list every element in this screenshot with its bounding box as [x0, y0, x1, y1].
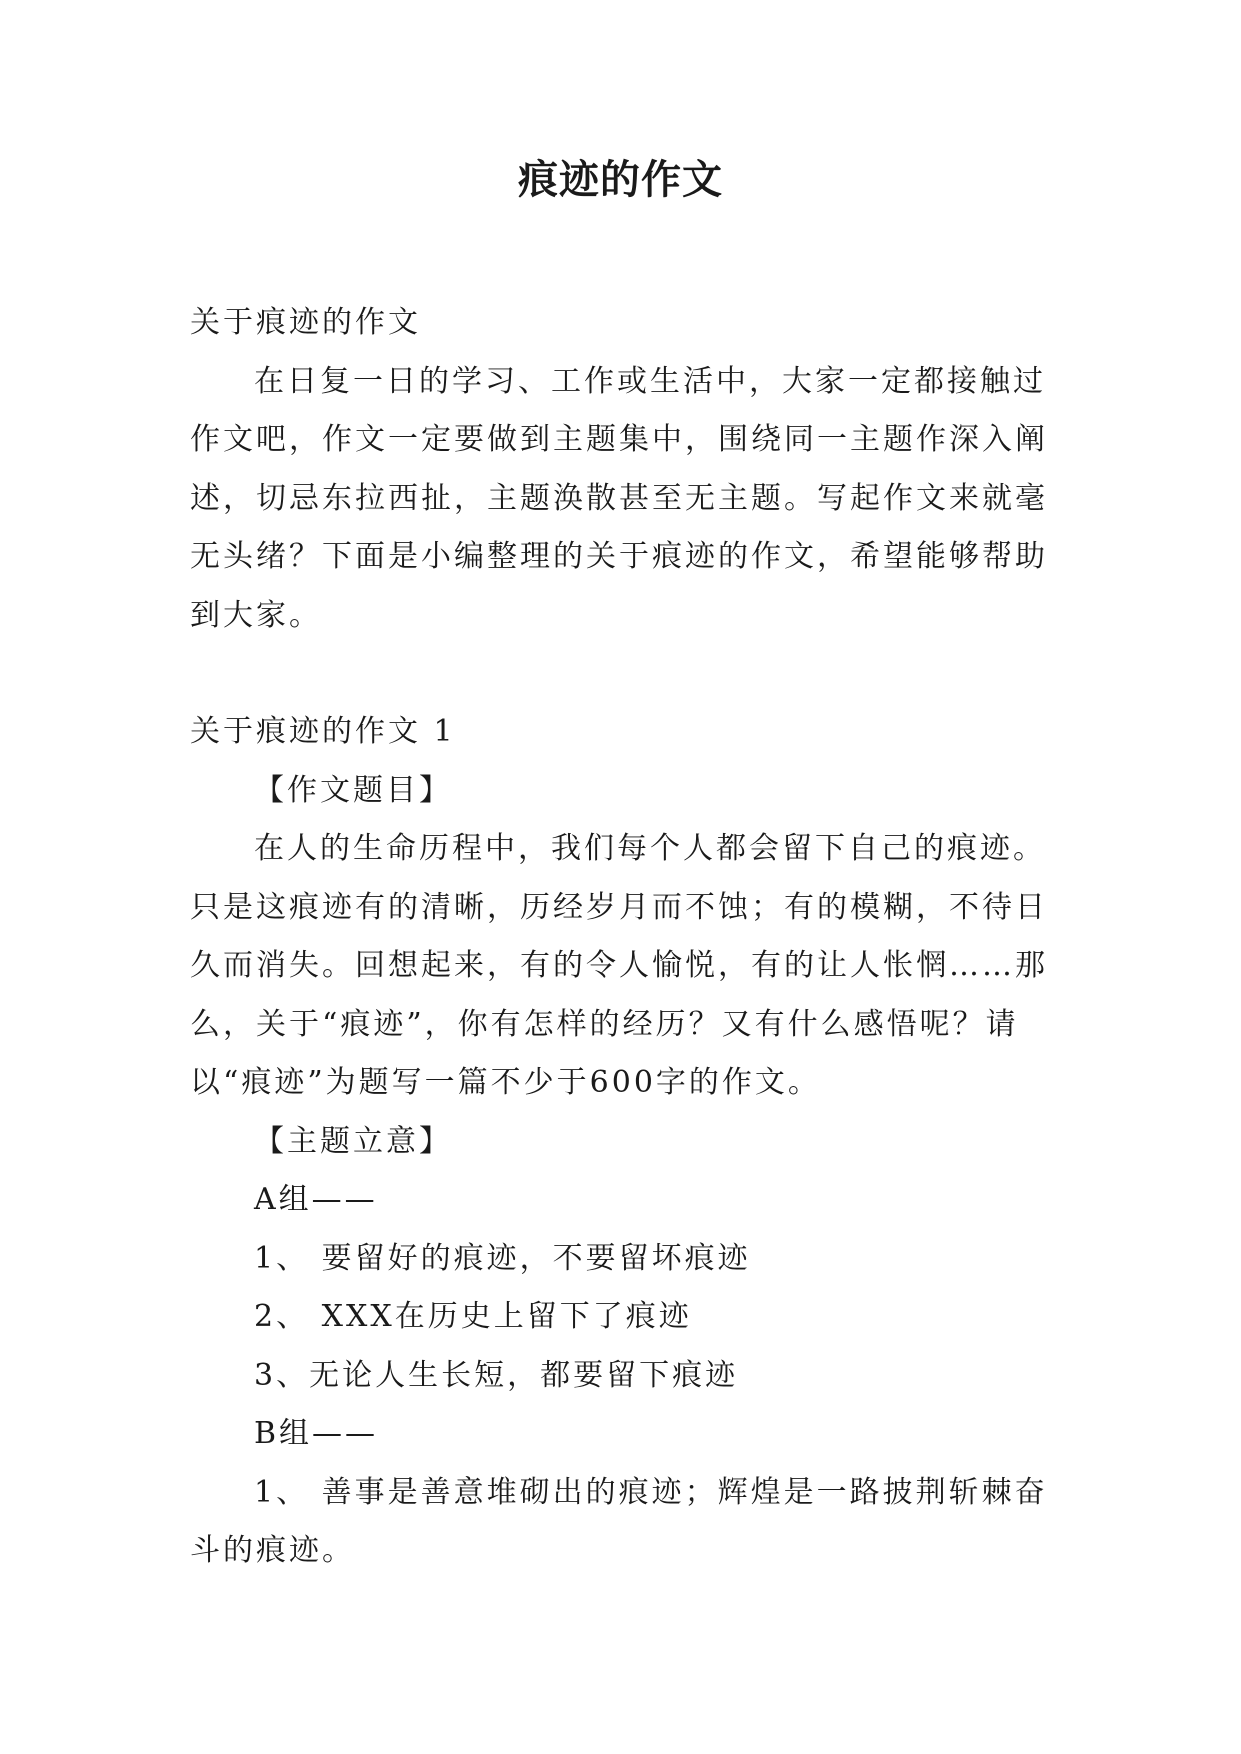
document-body — [190, 294, 1054, 1581]
section-spacer — [190, 645, 1054, 703]
topic-label: 【作文题目】 — [254, 772, 452, 808]
group-a-item: 3、无论人生长短，都要留下痕迹 — [254, 1357, 739, 1393]
section-heading: 关于痕迹的作文 1 — [190, 714, 456, 749]
topic-paragraph: 在人的生命历程中，我们每个人都会留下自己的痕迹。只是这痕迹有的清晰，历经岁月而不蚀；有的模糊，不待日久而消失。回想起来，有的令人愉悦，有的让人怅惘……那么，关于“痕迹”，你有怎样的经历？又有什么感悟呢？请以“痕迹”为题写一篇不少于600字的作文。 — [190, 831, 1048, 1100]
group-a-item: 2、 XXX在历史上留下了痕迹 — [254, 1299, 692, 1334]
theme-label: 【主题立意】 — [254, 1123, 452, 1159]
group-b-item: 1、 善事是善意堆砌出的痕迹；辉煌是一路披荆斩棘奋斗的痕迹。 — [190, 1474, 1048, 1568]
group-a-item: 1、 要留好的痕迹，不要留坏痕迹 — [254, 1240, 751, 1276]
intro-heading: 关于痕迹的作文 — [190, 305, 421, 340]
group-a-label: A组—— — [254, 1182, 378, 1217]
group-b-label: B组—— — [254, 1416, 379, 1451]
document-title: 痕迹的作文 — [518, 157, 723, 203]
intro-paragraph: 在日复一日的学习、工作或生活中，大家一定都接触过作文吧，作文一定要做到主题集中，围绕同一主题作深入阐述，切忌东拉西扯，主题涣散甚至无主题。写起作文来就毫无头绪？下面是小编整理的关于痕迹的作文，希望能够帮助到大家。 — [190, 363, 1048, 633]
